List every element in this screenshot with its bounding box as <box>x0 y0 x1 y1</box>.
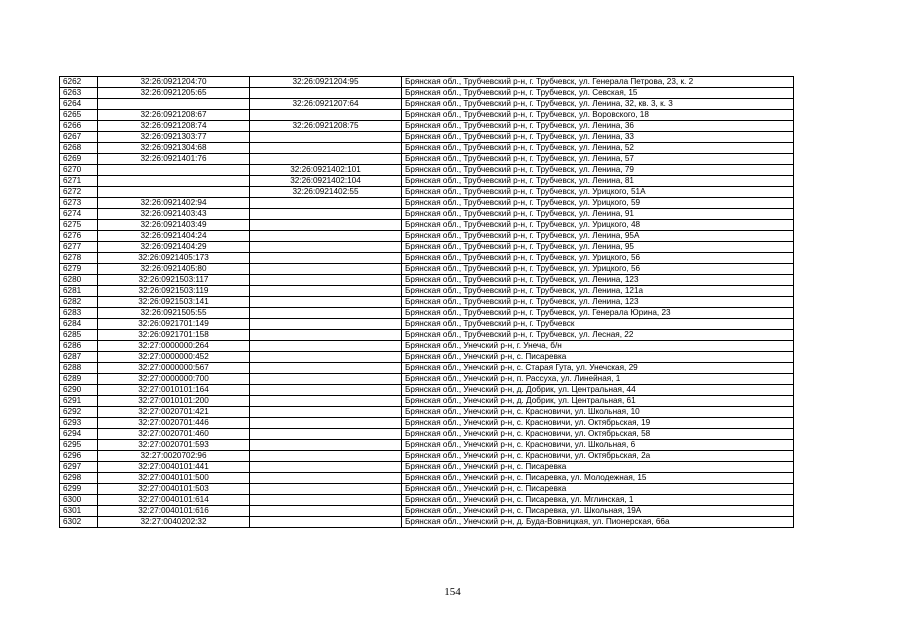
row-number-cell: 6272 <box>60 187 98 198</box>
row-number-cell: 6295 <box>60 440 98 451</box>
table-row <box>60 77 794 88</box>
cadastral-number-2-cell <box>250 396 402 407</box>
cadastral-number-cell: 32:26:0921303:77 <box>98 132 250 143</box>
table-row <box>60 176 794 187</box>
cadastral-number-2-cell <box>250 418 402 429</box>
address-cell: Брянская обл., Трубчевский р-н, г. Трубчевск, ул. Ленина, 33 <box>402 132 794 143</box>
table-row <box>60 88 794 99</box>
cadastral-number-cell: 32:27:0040202:32 <box>98 517 250 528</box>
row-number-cell: 6297 <box>60 462 98 473</box>
table-row <box>60 286 794 297</box>
table-row <box>60 330 794 341</box>
table-row <box>60 264 794 275</box>
row-number-cell: 6264 <box>60 99 98 110</box>
cadastral-number-2-cell <box>250 198 402 209</box>
row-number-cell: 6287 <box>60 352 98 363</box>
cadastral-number-cell: 32:26:0921701:149 <box>98 319 250 330</box>
cadastral-number-2-cell: 32:26:0921208:75 <box>250 121 402 132</box>
address-cell: Брянская обл., Трубчевский р-н, г. Трубчевск, ул. Воровского, 18 <box>402 110 794 121</box>
cadastral-number-2-cell: 32:26:0921402:101 <box>250 165 402 176</box>
cadastral-number-cell: 32:26:0921208:67 <box>98 110 250 121</box>
cadastral-number-cell: 32:26:0921503:119 <box>98 286 250 297</box>
cadastral-number-cell: 32:26:0921403:43 <box>98 209 250 220</box>
row-number-cell: 6294 <box>60 429 98 440</box>
cadastral-number-2-cell <box>250 264 402 275</box>
cadastral-number-cell: 32:27:0010101:164 <box>98 385 250 396</box>
row-number-cell: 6279 <box>60 264 98 275</box>
table-row <box>60 253 794 264</box>
row-number-cell: 6298 <box>60 473 98 484</box>
table-row <box>60 429 794 440</box>
cadastral-number-2-cell <box>250 110 402 121</box>
address-cell: Брянская обл., Трубчевский р-н, г. Трубчевск, ул. Генерала Юрина, 23 <box>402 308 794 319</box>
cadastral-number-cell: 32:27:0020701:421 <box>98 407 250 418</box>
address-cell: Брянская обл., Трубчевский р-н, г. Трубчевск, ул. Ленина, 81 <box>402 176 794 187</box>
address-cell: Брянская обл., Унечский р-н, с. Красновичи, ул. Октябрьская, 19 <box>402 418 794 429</box>
address-cell: Брянская обл., Трубчевский р-н, г. Трубчевск, ул. Севская, 15 <box>402 88 794 99</box>
cadastral-number-2-cell <box>250 440 402 451</box>
table-row <box>60 396 794 407</box>
row-number-cell: 6292 <box>60 407 98 418</box>
cadastral-number-2-cell <box>250 143 402 154</box>
cadastral-number-cell: 32:26:0921405:173 <box>98 253 250 264</box>
cadastral-number-2-cell <box>250 154 402 165</box>
table-row <box>60 121 794 132</box>
row-number-cell: 6280 <box>60 275 98 286</box>
table-row <box>60 275 794 286</box>
row-number-cell: 6299 <box>60 484 98 495</box>
table-row <box>60 132 794 143</box>
row-number-cell: 6296 <box>60 451 98 462</box>
row-number-cell: 6286 <box>60 341 98 352</box>
table-row <box>60 308 794 319</box>
cadastral-number-cell: 32:26:0921304:68 <box>98 143 250 154</box>
cadastral-number-cell: 32:27:0020701:593 <box>98 440 250 451</box>
row-number-cell: 6278 <box>60 253 98 264</box>
cadastral-number-2-cell <box>250 495 402 506</box>
table-row <box>60 165 794 176</box>
address-cell: Брянская обл., Трубчевский р-н, г. Трубчевск, ул. Урицкого, 56 <box>402 253 794 264</box>
cadastral-number-cell: 32:27:0040101:500 <box>98 473 250 484</box>
row-number-cell: 6302 <box>60 517 98 528</box>
cadastral-number-2-cell <box>250 429 402 440</box>
address-cell: Брянская обл., Трубчевский р-н, г. Трубчевск, ул. Ленина, 123 <box>402 297 794 308</box>
cadastral-number-cell: 32:27:0040101:616 <box>98 506 250 517</box>
row-number-cell: 6300 <box>60 495 98 506</box>
row-number-cell: 6285 <box>60 330 98 341</box>
row-number-cell: 6283 <box>60 308 98 319</box>
cadastral-number-cell: 32:27:0000000:452 <box>98 352 250 363</box>
cadastral-number-2-cell <box>250 88 402 99</box>
address-cell: Брянская обл., Унечский р-н, с. Красновичи, ул. Октябрьская, 58 <box>402 429 794 440</box>
address-cell: Брянская обл., Трубчевский р-н, г. Трубчевск, ул. Генерала Петрова, 23, к. 2 <box>402 77 794 88</box>
table-row <box>60 517 794 528</box>
table-row <box>60 451 794 462</box>
row-number-cell: 6269 <box>60 154 98 165</box>
table-row <box>60 154 794 165</box>
cadastral-number-cell: 32:26:0921204:70 <box>98 77 250 88</box>
address-cell: Брянская обл., Унечский р-н, д. Буда-Вовницкая, ул. Пионерская, 66а <box>402 517 794 528</box>
cadastral-number-2-cell <box>250 363 402 374</box>
cadastral-number-cell: 32:26:0921401:76 <box>98 154 250 165</box>
cadastral-number-cell <box>98 165 250 176</box>
row-number-cell: 6276 <box>60 231 98 242</box>
cadastral-number-cell: 32:26:0921405:80 <box>98 264 250 275</box>
cadastral-number-cell: 32:27:0040101:441 <box>98 462 250 473</box>
table-row <box>60 231 794 242</box>
cadastral-number-2-cell <box>250 407 402 418</box>
cadastral-number-cell <box>98 187 250 198</box>
address-cell: Брянская обл., Трубчевский р-н, г. Трубчевск, ул. Ленина, 32, кв. 3, к. 3 <box>402 99 794 110</box>
table-row <box>60 462 794 473</box>
table-row <box>60 297 794 308</box>
cadastral-number-2-cell <box>250 462 402 473</box>
table-row <box>60 99 794 110</box>
cadastral-number-2-cell <box>250 451 402 462</box>
address-cell: Брянская обл., Унечский р-н, с. Писаревка, ул. Молодежная, 15 <box>402 473 794 484</box>
table-row <box>60 110 794 121</box>
address-cell: Брянская обл., Трубчевский р-н, г. Трубчевск, ул. Ленина, 95 <box>402 242 794 253</box>
cadastral-number-2-cell <box>250 132 402 143</box>
row-number-cell: 6271 <box>60 176 98 187</box>
table-row <box>60 352 794 363</box>
cadastral-number-cell: 32:27:0040101:614 <box>98 495 250 506</box>
cadastral-number-2-cell <box>250 319 402 330</box>
row-number-cell: 6288 <box>60 363 98 374</box>
cadastral-number-cell: 32:27:0010101:200 <box>98 396 250 407</box>
row-number-cell: 6274 <box>60 209 98 220</box>
address-cell: Брянская обл., Унечский р-н, п. Рассуха, ул. Линейная, 1 <box>402 374 794 385</box>
address-cell: Брянская обл., Унечский р-н, с. Писаревка, ул. Школьная, 19А <box>402 506 794 517</box>
table-row <box>60 143 794 154</box>
cadastral-number-cell: 32:26:0921404:24 <box>98 231 250 242</box>
address-cell: Брянская обл., Унечский р-н, с. Красновичи, ул. Октябрьская, 2а <box>402 451 794 462</box>
cadastral-number-cell: 32:26:0921208:74 <box>98 121 250 132</box>
cadastral-number-cell: 32:26:0921503:117 <box>98 275 250 286</box>
row-number-cell: 6263 <box>60 88 98 99</box>
address-cell: Брянская обл., Трубчевский р-н, г. Трубчевск, ул. Урицкого, 56 <box>402 264 794 275</box>
cadastral-number-cell: 32:27:0020701:460 <box>98 429 250 440</box>
page-number: 154 <box>444 586 461 598</box>
table-row <box>60 363 794 374</box>
table-row <box>60 187 794 198</box>
address-cell: Брянская обл., Трубчевский р-н, г. Трубчевск <box>402 319 794 330</box>
cadastral-number-cell: 32:26:0921205:65 <box>98 88 250 99</box>
table-row <box>60 495 794 506</box>
table-row <box>60 220 794 231</box>
table-row <box>60 374 794 385</box>
cadastral-number-2-cell <box>250 341 402 352</box>
registry-table <box>59 76 794 528</box>
address-cell: Брянская обл., Унечский р-н, с. Красновичи, ул. Школьная, 6 <box>402 440 794 451</box>
cadastral-number-cell: 32:26:0921701:158 <box>98 330 250 341</box>
address-cell: Брянская обл., Унечский р-н, с. Писаревка <box>402 462 794 473</box>
table-row <box>60 484 794 495</box>
row-number-cell: 6265 <box>60 110 98 121</box>
address-cell: Брянская обл., Трубчевский р-н, г. Трубчевск, ул. Ленина, 95А <box>402 231 794 242</box>
address-cell: Брянская обл., Унечский р-н, с. Писаревка <box>402 352 794 363</box>
cadastral-number-2-cell: 32:26:0921402:104 <box>250 176 402 187</box>
row-number-cell: 6267 <box>60 132 98 143</box>
address-cell: Брянская обл., Трубчевский р-н, г. Трубчевск, ул. Ленина, 52 <box>402 143 794 154</box>
cadastral-number-2-cell <box>250 506 402 517</box>
row-number-cell: 6282 <box>60 297 98 308</box>
address-cell: Брянская обл., Унечский р-н, с. Красновичи, ул. Школьная, 10 <box>402 407 794 418</box>
cadastral-number-2-cell <box>250 275 402 286</box>
table-row <box>60 407 794 418</box>
table-row <box>60 418 794 429</box>
table-row <box>60 341 794 352</box>
row-number-cell: 6290 <box>60 385 98 396</box>
cadastral-number-2-cell <box>250 242 402 253</box>
row-number-cell: 6277 <box>60 242 98 253</box>
cadastral-number-2-cell: 32:26:0921204:95 <box>250 77 402 88</box>
address-cell: Брянская обл., Трубчевский р-н, г. Трубчевск, ул. Ленина, 36 <box>402 121 794 132</box>
cadastral-number-cell: 32:26:0921503:141 <box>98 297 250 308</box>
cadastral-number-cell: 32:27:0020702:96 <box>98 451 250 462</box>
row-number-cell: 6273 <box>60 198 98 209</box>
address-cell: Брянская обл., Унечский р-н, д. Добрик, ул. Центральная, 44 <box>402 385 794 396</box>
cadastral-number-2-cell <box>250 253 402 264</box>
registry-table-body <box>60 77 794 528</box>
row-number-cell: 6270 <box>60 165 98 176</box>
cadastral-number-2-cell <box>250 473 402 484</box>
cadastral-number-cell: 32:27:0000000:567 <box>98 363 250 374</box>
address-cell: Брянская обл., Трубчевский р-н, г. Трубчевск, ул. Урицкого, 59 <box>402 198 794 209</box>
table-row <box>60 506 794 517</box>
row-number-cell: 6275 <box>60 220 98 231</box>
address-cell: Брянская обл., Унечский р-н, с. Старая Гута, ул. Унечская, 29 <box>402 363 794 374</box>
cadastral-number-cell: 32:26:0921402:94 <box>98 198 250 209</box>
cadastral-number-cell: 32:26:0921403:49 <box>98 220 250 231</box>
cadastral-number-2-cell <box>250 484 402 495</box>
row-number-cell: 6268 <box>60 143 98 154</box>
cadastral-number-2-cell <box>250 385 402 396</box>
address-cell: Брянская обл., Трубчевский р-н, г. Трубчевск, ул. Урицкого, 48 <box>402 220 794 231</box>
cadastral-number-2-cell <box>250 286 402 297</box>
row-number-cell: 6301 <box>60 506 98 517</box>
address-cell: Брянская обл., Унечский р-н, с. Писаревка, ул. Мглинская, 1 <box>402 495 794 506</box>
cadastral-number-cell: 32:27:0040101:503 <box>98 484 250 495</box>
address-cell: Брянская обл., Трубчевский р-н, г. Трубчевск, ул. Урицкого, 51А <box>402 187 794 198</box>
cadastral-number-2-cell <box>250 297 402 308</box>
cadastral-number-cell: 32:27:0000000:264 <box>98 341 250 352</box>
row-number-cell: 6284 <box>60 319 98 330</box>
cadastral-number-2-cell <box>250 209 402 220</box>
table-row <box>60 440 794 451</box>
cadastral-number-2-cell <box>250 330 402 341</box>
cadastral-number-2-cell <box>250 517 402 528</box>
address-cell: Брянская обл., Трубчевский р-н, г. Трубчевск, ул. Ленина, 57 <box>402 154 794 165</box>
address-cell: Брянская обл., Трубчевский р-н, г. Трубчевск, ул. Ленина, 121а <box>402 286 794 297</box>
row-number-cell: 6266 <box>60 121 98 132</box>
cadastral-number-2-cell <box>250 374 402 385</box>
address-cell: Брянская обл., Трубчевский р-н, г. Трубчевск, ул. Ленина, 79 <box>402 165 794 176</box>
cadastral-number-cell: 32:26:0921404:29 <box>98 242 250 253</box>
cadastral-number-2-cell <box>250 220 402 231</box>
row-number-cell: 6262 <box>60 77 98 88</box>
row-number-cell: 6281 <box>60 286 98 297</box>
address-cell: Брянская обл., Унечский р-н, с. Писаревка <box>402 484 794 495</box>
address-cell: Брянская обл., Трубчевский р-н, г. Трубчевск, ул. Лесная, 22 <box>402 330 794 341</box>
table-row <box>60 319 794 330</box>
table-row <box>60 385 794 396</box>
address-cell: Брянская обл., Унечский р-н, г. Унеча, б/н <box>402 341 794 352</box>
cadastral-number-2-cell: 32:26:0921207:64 <box>250 99 402 110</box>
cadastral-number-cell: 32:27:0000000:700 <box>98 374 250 385</box>
cadastral-number-2-cell <box>250 352 402 363</box>
table-row <box>60 209 794 220</box>
cadastral-number-2-cell: 32:26:0921402:55 <box>250 187 402 198</box>
row-number-cell: 6289 <box>60 374 98 385</box>
cadastral-number-cell: 32:26:0921505:55 <box>98 308 250 319</box>
cadastral-number-cell <box>98 99 250 110</box>
cadastral-number-cell: 32:27:0020701:446 <box>98 418 250 429</box>
cadastral-number-2-cell <box>250 231 402 242</box>
address-cell: Брянская обл., Трубчевский р-н, г. Трубчевск, ул. Ленина, 123 <box>402 275 794 286</box>
address-cell: Брянская обл., Трубчевский р-н, г. Трубчевск, ул. Ленина, 91 <box>402 209 794 220</box>
row-number-cell: 6291 <box>60 396 98 407</box>
table-row <box>60 198 794 209</box>
row-number-cell: 6293 <box>60 418 98 429</box>
cadastral-number-2-cell <box>250 308 402 319</box>
address-cell: Брянская обл., Унечский р-н, д. Добрик, ул. Центральная, 61 <box>402 396 794 407</box>
cadastral-number-cell <box>98 176 250 187</box>
table-row <box>60 242 794 253</box>
table-row <box>60 473 794 484</box>
